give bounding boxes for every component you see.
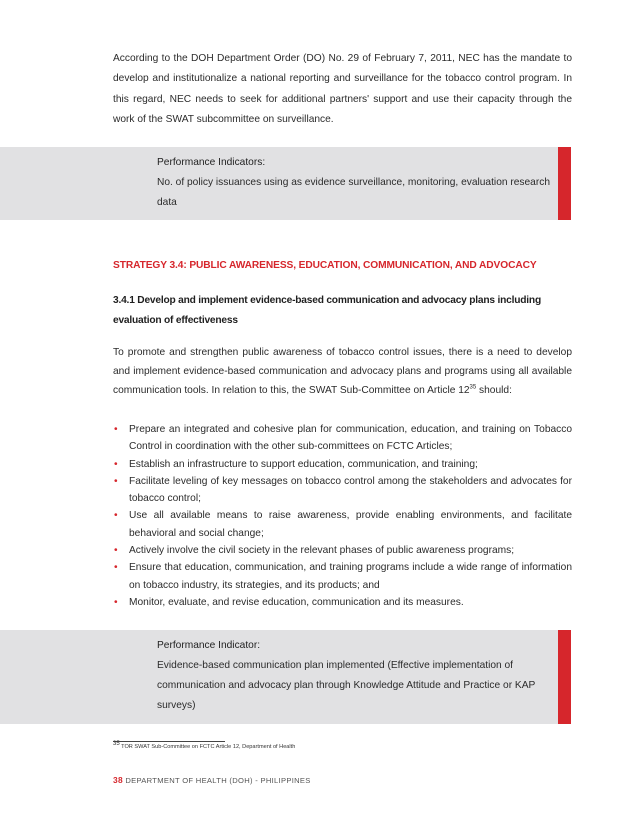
footnote-number: 35 [113, 741, 120, 748]
intro-paragraph: According to the DOH Department Order (DO) No. 29 of February 7, 2011, NEC has the mandate to develop and institutionalize a national reporting and surveillance for the tobacco control program. In this regard, NEC needs to seek for additional partners' support and use their capacity through the work of the SWAT subcommittee on surveillance. [113, 53, 572, 126]
section-heading: 3.4.1 Develop and implement evidence-based communication and advocacy plans including evaluation of effectiveness [113, 295, 541, 326]
list-item-text: Establish an infrastructure to support education, communication, and training; [129, 458, 478, 470]
footnote-reference: 35 [469, 384, 477, 391]
section-paragraph [113, 343, 572, 400]
performance-indicators-accent-bar [558, 147, 571, 220]
performance-indicator-text: Evidence-based communication plan implemented (Effective implementation of communication and advocacy plan through Knowledge Attitude and Practice or KAP surveys) [157, 660, 536, 711]
section-paragraph-text: To promote and strengthen public awareness of tobacco control issues, there is a need to develop and implement evidence-based communication and advocacy plans and programs using all available communication tools. In relation to this, the SWAT Sub-Committee on Article 12 [113, 347, 572, 396]
section-paragraph-end: should: [476, 385, 512, 396]
list-item-text: Monitor, evaluate, and revise education, communication and its measures. [129, 596, 464, 608]
list-item [113, 542, 572, 559]
performance-indicators-title: Performance Indicators: [157, 157, 266, 168]
list-item-text: Ensure that education, communication, and training programs include a wide range of information on tobacco industry, its strategies, and its products; and [129, 562, 572, 591]
page-number: 38 [113, 775, 123, 785]
bullet-marker: • [114, 596, 118, 608]
footnote-divider [113, 741, 225, 742]
footnote [113, 741, 296, 750]
bullet-marker: • [114, 545, 118, 557]
list-item [113, 421, 572, 456]
bullet-marker: • [114, 475, 118, 487]
action-list [113, 421, 572, 611]
bullet-marker: • [114, 510, 118, 522]
list-item [113, 456, 572, 473]
list-item [113, 507, 572, 542]
list-item-text: Facilitate leveling of key messages on tobacco control among the stakeholders and advocates for tobacco control; [129, 475, 572, 505]
list-item-text: Use all available means to raise awareness, provide enabling environments, and facilitate behavioral and social change; [129, 510, 572, 539]
bullet-marker: • [114, 424, 118, 435]
list-item-text: Actively involve the civil society in the relevant phases of public awareness programs; [129, 545, 515, 557]
performance-indicators-text: No. of policy issuances using as evidence surveillance, monitoring, evaluation research data [157, 177, 550, 208]
list-item [113, 594, 572, 611]
page-footer [113, 775, 311, 785]
list-item [113, 559, 572, 594]
performance-indicator-title: Performance Indicator: [157, 640, 261, 651]
footer-text: DEPARTMENT OF HEALTH (DOH) - PHILIPPINES [125, 776, 311, 785]
list-item [113, 473, 572, 508]
list-item-text: Prepare an integrated and cohesive plan for communication, education, and training on Tobacco Control in coordination with the other sub-committees on FCTC Articles; [129, 424, 572, 453]
bullet-marker: • [114, 458, 118, 470]
bullet-marker: • [114, 562, 118, 574]
footnote-text: TOR SWAT Sub-Committee on FCTC Article 12, Department of Health [119, 744, 296, 750]
strategy-heading: STRATEGY 3.4: PUBLIC AWARENESS, EDUCATION, COMMUNICATION, AND ADVOCACY [113, 260, 537, 271]
